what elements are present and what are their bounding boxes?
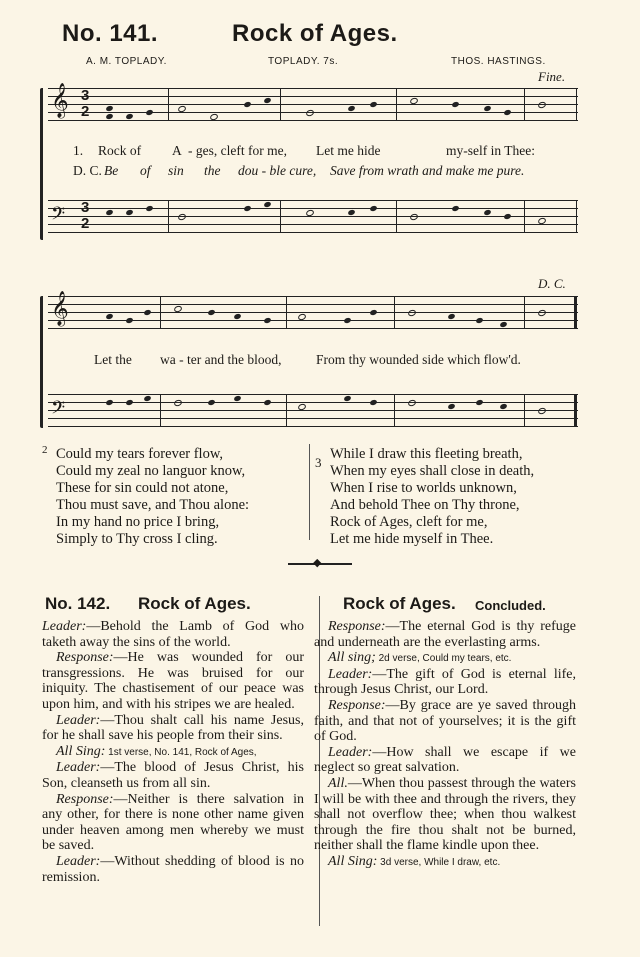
lyric-line-2-word: dou - ble cure, bbox=[238, 163, 317, 178]
speaker-label: All sing; bbox=[328, 650, 376, 666]
verse-line: And behold Thee on Thy throne, bbox=[330, 497, 520, 513]
verse-2 bbox=[56, 446, 249, 548]
reading-paragraph bbox=[314, 776, 576, 854]
reading-paragraph bbox=[314, 698, 576, 745]
verse-line: Thou must save, and Thou alone: bbox=[56, 497, 250, 513]
verse-line: When I rise to worlds unknown, bbox=[330, 480, 517, 496]
treble-clef-icon: 𝄞 bbox=[51, 291, 69, 326]
dc-mark: D. C. bbox=[538, 276, 566, 291]
bass-clef-icon: 𝄢 bbox=[51, 398, 66, 423]
reading-paragraph bbox=[42, 792, 304, 854]
speaker-label: All Sing: bbox=[328, 853, 378, 869]
time-signature: 3 2 bbox=[81, 87, 90, 120]
reading-paragraph bbox=[42, 760, 304, 791]
composer-credit: THOS. HASTINGS. bbox=[451, 56, 546, 67]
reading-paragraph bbox=[42, 650, 304, 712]
treble-staff-2 bbox=[48, 291, 578, 330]
reading-text: —The gift of God is eternal life, through Jesus Christ, our Lord. bbox=[314, 666, 576, 698]
lyric-line-1-word: Rock of bbox=[98, 143, 142, 158]
speaker-label: Leader: bbox=[42, 619, 87, 634]
reading-paragraph bbox=[314, 650, 576, 667]
lyric-line-2-word: Save from wrath and make me pure. bbox=[330, 163, 525, 178]
speaker-label: Response: bbox=[56, 650, 114, 666]
lyric-line-3-word: wa - ter and the blood, bbox=[160, 352, 282, 367]
reading-paragraph bbox=[42, 713, 304, 744]
reading-text: —Without shedding of blood is no remission. bbox=[42, 853, 304, 885]
lyric-line-1-word: Let me hide bbox=[316, 143, 381, 158]
speaker-label: Leader: bbox=[56, 712, 101, 728]
lyric-line-1-word: A bbox=[172, 143, 182, 158]
diamond-ornament-icon: ◆ bbox=[313, 557, 322, 569]
lyricist-credit: A. M. TOPLADY. bbox=[86, 56, 167, 67]
verse-line: Let me hide myself in Thee. bbox=[330, 531, 494, 547]
system-brace bbox=[40, 296, 47, 428]
dc-label: D. C. bbox=[73, 163, 102, 178]
speaker-label: Leader: bbox=[328, 666, 373, 682]
verse-line: Could my tears forever flow, bbox=[56, 446, 223, 462]
treble-staff-1 bbox=[48, 83, 578, 122]
speaker-label: Response: bbox=[328, 619, 386, 634]
verse-3 bbox=[330, 446, 534, 548]
reading-paragraph bbox=[314, 854, 576, 871]
reading-text: —How shall we escape if we neglect so great salvation. bbox=[314, 744, 576, 776]
verse-divider bbox=[309, 444, 310, 540]
bass-clef-icon: 𝄢 bbox=[51, 204, 66, 229]
speaker-label: Leader: bbox=[56, 760, 101, 776]
verse-line: Simply to Thy cross I cling. bbox=[56, 531, 218, 547]
verse-number-1: 1. bbox=[73, 143, 84, 158]
reading-paragraph bbox=[314, 745, 576, 776]
reading-text: 1st verse, No. 141, Rock of Ages, bbox=[105, 746, 257, 758]
lyric-line-3-word: From thy wounded side which flow'd. bbox=[316, 352, 521, 367]
lyric-line-3-word: Let the bbox=[94, 352, 132, 367]
reading-text: —The blood of Jesus Christ, his Son, cleanseth us from all sin. bbox=[42, 760, 304, 791]
speaker-label: All. bbox=[328, 775, 348, 791]
treble-clef-icon: 𝄞 bbox=[51, 83, 69, 118]
reading-text: —Thou shalt call his name Jesus, for he shall save his people from their sins. bbox=[42, 712, 304, 744]
verse-number-2: 2 bbox=[42, 444, 48, 456]
lyric-line-2-word: Be bbox=[104, 163, 119, 178]
speaker-label: Response: bbox=[56, 791, 114, 807]
reading-paragraph bbox=[42, 619, 304, 650]
fine-mark: Fine. bbox=[538, 69, 566, 84]
hymn-title: Rock of Ages. bbox=[232, 20, 398, 47]
speaker-label: Leader: bbox=[328, 744, 373, 760]
time-signature: 3 2 bbox=[81, 199, 90, 232]
reading-number: No. 142. bbox=[45, 594, 111, 613]
reading-paragraph bbox=[42, 744, 304, 761]
speaker-label: Response: bbox=[328, 697, 386, 713]
lyric-line-2-word: sin bbox=[168, 163, 184, 178]
verse-line: When my eyes shall close in death, bbox=[330, 463, 535, 479]
speaker-label: All Sing: bbox=[56, 743, 106, 759]
reading-paragraph bbox=[314, 619, 576, 650]
reading-text: 2d verse, Could my tears, etc. bbox=[375, 653, 512, 665]
speaker-label: Leader: bbox=[56, 853, 101, 869]
reading-paragraph bbox=[42, 854, 304, 885]
verse-number-3: 3 bbox=[315, 455, 322, 470]
tune-name: TOPLADY. 7s. bbox=[268, 56, 339, 67]
reading-text: —Behold the Lamb of God who taketh away the sins of the world. bbox=[42, 619, 304, 650]
verse-line: Could my zeal no languor know, bbox=[56, 463, 246, 479]
reading-text: —By grace are ye saved through faith, and that not of yourselves; it is the gift of God. bbox=[314, 697, 576, 745]
bass-staff-2 bbox=[48, 394, 578, 428]
reading-left-column bbox=[42, 619, 304, 885]
lyric-line-1-word: - ges, cleft for me, bbox=[188, 143, 287, 158]
lyric-line-1-word: my-self in Thee: bbox=[446, 143, 535, 158]
reading-paragraph bbox=[314, 667, 576, 698]
reading-text: —He was wounded for our transgressions. He was bruised for our iniquity. The chastisement of our peace was upon him, and with his stripes we are healed. bbox=[42, 650, 304, 712]
verse-line: Rock of Ages, cleft for me, bbox=[330, 514, 488, 530]
system-brace bbox=[40, 88, 47, 240]
reading-title-continued: Rock of Ages. bbox=[343, 594, 456, 613]
verse-line: In my hand no price I bring, bbox=[56, 514, 220, 530]
concluded-label: Concluded. bbox=[475, 598, 546, 613]
reading-right-column bbox=[314, 619, 576, 871]
hymn-number: No. 141. bbox=[62, 20, 159, 47]
lyric-line-2-word: of bbox=[140, 163, 151, 178]
lyric-line-2-word: the bbox=[204, 163, 221, 178]
verse-line: These for sin could not atone, bbox=[56, 480, 229, 496]
reading-text: —When thou passest through the waters I will be with thee and through the rivers, they shall not overflow thee; when thou walkest through the fire thou shalt not be burned, neither shall the flame kindle upon thee. bbox=[314, 775, 576, 854]
bass-staff-1 bbox=[48, 200, 578, 234]
reading-text: 3d verse, While I draw, etc. bbox=[377, 856, 501, 868]
verse-line: While I draw this fleeting breath, bbox=[330, 446, 523, 462]
reading-text: —Neither is there salvation in any other, for there is none other name given under heaven among men whereby we must be saved. bbox=[42, 791, 304, 854]
reading-text: —The eternal God is thy refuge and underneath are the everlasting arms. bbox=[314, 619, 576, 650]
reading-title: Rock of Ages. bbox=[138, 594, 251, 613]
